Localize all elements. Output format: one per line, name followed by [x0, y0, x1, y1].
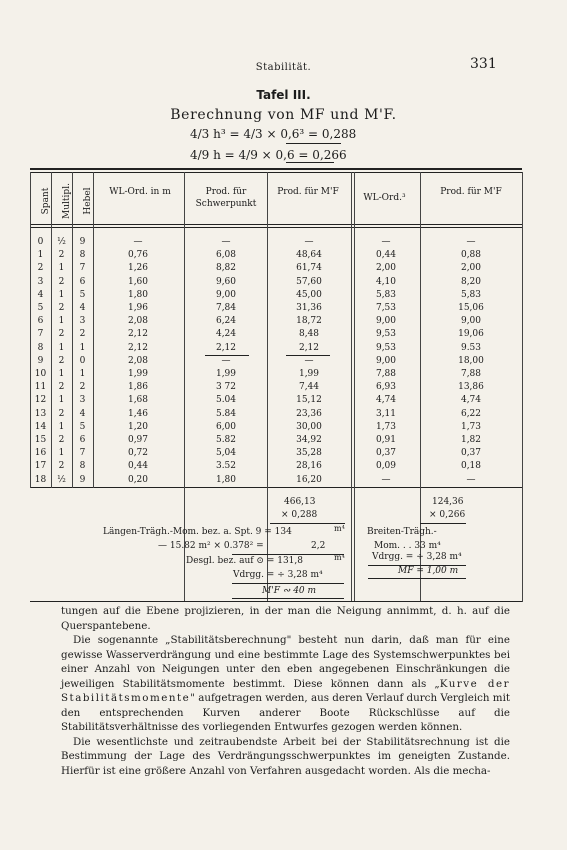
table-cell: 2,12 — [298, 342, 320, 353]
table-cell: 7,88 — [375, 369, 397, 379]
summary-left-line1-unit: m⁴ — [334, 524, 345, 533]
table-cell: 9,00 — [460, 316, 482, 327]
table-cell: 1,99 — [215, 369, 237, 379]
running-title: Stabilität. — [255, 62, 312, 73]
table-cell: 5 — [79, 421, 86, 432]
table-cell: 1 — [58, 263, 65, 274]
table-cell: 5,83 — [375, 289, 397, 300]
table-cell: 9,00 — [375, 355, 397, 366]
col-head-wl-ord: WL-Ord. in m — [109, 187, 171, 197]
table-cell: 6,93 — [375, 382, 397, 393]
body-text — [61, 604, 510, 778]
table-cell: 3 — [37, 276, 44, 287]
table-cell: 4 — [37, 289, 44, 300]
table-cell: 2 — [58, 303, 65, 313]
table-cell: 61,74 — [296, 263, 322, 274]
col-head-prod-mf-right: Prod. für M'F — [440, 187, 502, 197]
table-cell: 2 — [58, 461, 65, 472]
table-cell: 2,12 — [127, 342, 149, 353]
table-cell: 16,20 — [296, 474, 322, 485]
table-cell: 8,48 — [298, 329, 320, 340]
formula-underline — [286, 143, 341, 144]
summary-right-result: MF = 1,00 m — [398, 566, 459, 576]
table-cell: 1 — [58, 395, 65, 406]
table-cell: 8,82 — [215, 263, 237, 274]
table-cell: 35,28 — [296, 448, 322, 459]
table-cell: 2 — [58, 408, 65, 419]
table-cell: 1,99 — [127, 369, 149, 379]
table-cell: 5.82 — [215, 435, 237, 445]
table-cell: 1,96 — [127, 303, 149, 313]
table-cell: — — [381, 237, 391, 247]
table-cell: — — [221, 355, 231, 366]
table-cell: 5 — [37, 303, 44, 313]
table-cell: 1,73 — [375, 421, 397, 432]
table-cell: 10 — [34, 369, 47, 379]
table-cell: 4 — [79, 303, 86, 313]
summary-left-line1: Längen-Trägh.-Mom. bez. a. Spt. 9 = 134 — [103, 527, 292, 537]
table-cell: — — [304, 355, 314, 366]
table-cell: ½ — [57, 474, 66, 485]
col-head-spant: Spant — [41, 187, 51, 215]
table-cell: 0,37 — [460, 448, 482, 459]
table-cell: 3 — [79, 395, 86, 406]
table-bottom-rule — [30, 601, 522, 602]
table-cell: 8 — [79, 250, 86, 261]
table-cell: 18,72 — [296, 316, 322, 327]
table-cell: 9 — [37, 355, 44, 366]
table-cell: 7,84 — [215, 303, 237, 313]
paragraph-2-emph: Kurve der Stabilitätsmomente — [61, 677, 510, 704]
table-cell: 14 — [34, 421, 47, 432]
table-cell: 9,00 — [375, 316, 397, 327]
summary-left-rule2 — [232, 554, 344, 555]
table-cell: 15,06 — [458, 303, 484, 313]
table-cell: 2 — [58, 435, 65, 445]
table-cell: 2,12 — [127, 329, 149, 340]
table-cell: 1 — [58, 448, 65, 459]
table-col-divider — [522, 172, 523, 602]
table-cell: 2 — [79, 382, 86, 393]
table-cell: 0,44 — [375, 250, 397, 261]
table-cell: 1,82 — [460, 435, 482, 445]
col-head-prod-mf-left: Prod. für M'F — [277, 187, 339, 197]
table-cell: 0,91 — [375, 435, 397, 445]
summary-right-line3: Vdrgg. = ÷ 3,28 m⁴ — [372, 552, 462, 562]
table-cell: 23,36 — [296, 408, 322, 419]
col-head-hebel: Hebel — [83, 187, 93, 215]
summary-left-line2-val: 2,2 — [311, 541, 326, 551]
table-cell: 0,97 — [127, 435, 149, 445]
table-col-divider — [351, 172, 352, 602]
table-col-divider — [93, 172, 94, 488]
sum-right-rule — [420, 523, 466, 524]
table-cell: 4,10 — [375, 276, 397, 287]
table-cell: 0,44 — [127, 461, 149, 472]
table-cell: 17 — [34, 461, 47, 472]
table-cell: — — [304, 237, 314, 247]
table-cell: 5.84 — [215, 408, 237, 419]
table-cell: 1,26 — [127, 263, 149, 274]
table-cell: 1,86 — [127, 382, 149, 393]
col-head-multipl: Multipl. — [62, 183, 72, 219]
table-cell: 1 — [79, 342, 86, 353]
table-cell: 57,60 — [296, 276, 322, 287]
table-title: Tafel III. — [256, 88, 311, 102]
table-top-rule — [30, 168, 522, 170]
table-cell: 2 — [58, 329, 65, 340]
table-cell: 7 — [79, 263, 86, 274]
table-cell: 2,00 — [460, 263, 482, 274]
table-cell: 30,00 — [296, 421, 322, 432]
table-cell: 1 — [58, 289, 65, 300]
summary-right-line1: Breiten-Trägh.- — [367, 527, 437, 537]
table-cell: 2 — [37, 263, 44, 274]
formula-underline-2 — [286, 162, 334, 163]
table-cell: 1 — [79, 369, 86, 379]
table-body-rule — [30, 487, 522, 488]
table-cell: 0,09 — [375, 461, 397, 472]
table-cell: 19,06 — [458, 329, 484, 340]
table-cell: 9 — [79, 474, 86, 485]
table-top-rule-2 — [30, 172, 522, 173]
table-cell: 4 — [79, 408, 86, 419]
paragraph-2 — [61, 633, 510, 735]
table-cell: 9 — [79, 237, 86, 247]
table-cell: 6,24 — [215, 316, 237, 327]
table-col-divider — [184, 172, 185, 602]
table-cell: 5 — [79, 289, 86, 300]
summary-left-rule3 — [232, 583, 344, 584]
table-cell: 1 — [58, 342, 65, 353]
table-cell: 34,92 — [296, 435, 322, 445]
table-cell: 7 — [37, 329, 44, 340]
partial-sum-rule — [205, 355, 249, 356]
table-cell: 1 — [58, 421, 65, 432]
table-cell: 5,83 — [460, 289, 482, 300]
table-cell: 4,74 — [375, 395, 397, 406]
table-cell: 3 — [79, 316, 86, 327]
table-cell: ½ — [57, 237, 66, 247]
table-cell: 6 — [79, 276, 86, 287]
table-subtitle: Berechnung von MF und M'F. — [170, 107, 397, 123]
table-cell: 7,44 — [298, 382, 320, 393]
table-cell: 0,76 — [127, 250, 149, 261]
table-cell: 9,60 — [215, 276, 237, 287]
table-cell: 13,86 — [458, 382, 484, 393]
summary-left-line2: — 15.82 m² × 0.378² = — [158, 541, 264, 551]
table-cell: 13 — [34, 408, 47, 419]
table-cell: 2 — [58, 382, 65, 393]
table-cell: 7,53 — [375, 303, 397, 313]
table-cell: 0,37 — [375, 448, 397, 459]
table-cell: 6,08 — [215, 250, 237, 261]
table-cell: 5,04 — [215, 448, 237, 459]
table-cell: 0,20 — [127, 474, 149, 485]
table-cell: 45,00 — [296, 289, 322, 300]
table-cell: 2,08 — [127, 355, 149, 366]
col-head-wl-ord-cubed: WL-Ord.³ — [363, 193, 406, 203]
summary-right-rule3 — [368, 578, 466, 579]
table-cell: 1,80 — [215, 474, 237, 485]
table-cell: — — [466, 474, 476, 485]
table-cell: 9,53 — [375, 342, 397, 353]
table-cell: 18,00 — [458, 355, 484, 366]
sum-right: 124,36 — [432, 497, 464, 507]
table-cell: — — [381, 474, 391, 485]
table-cell: 0,18 — [460, 461, 482, 472]
table-cell: 28,16 — [296, 461, 322, 472]
table-cell: 8 — [79, 461, 86, 472]
table-cell: 6,00 — [215, 421, 237, 432]
table-head-rule — [30, 224, 522, 225]
formula-two: 4/9 h = 4/9 × 0,6 = 0,266 — [190, 148, 347, 162]
table-cell: 3.52 — [215, 461, 237, 472]
table-cell: 9.53 — [460, 342, 482, 353]
table-cell: 1,73 — [460, 421, 482, 432]
table-cell: 6,22 — [460, 408, 482, 419]
table-cell: 1 — [58, 369, 65, 379]
table-cell: 2 — [58, 250, 65, 261]
summary-right-line2: Mom. . . 33 m⁴ — [374, 541, 441, 551]
paragraph-1: tungen auf die Ebene projizieren, in der man die Neigung annimmt, d. h. auf die Querspantebene. — [61, 605, 510, 632]
table-cell: 12 — [34, 395, 47, 406]
summary-left-rule4 — [232, 598, 344, 599]
sum-left: 466,13 — [284, 497, 316, 507]
table-cell: 2,00 — [375, 263, 397, 274]
table-cell: 2 — [58, 276, 65, 287]
table-cell: 3 72 — [215, 382, 237, 393]
table-cell: 5.04 — [215, 395, 237, 406]
table-cell: 9,00 — [215, 289, 237, 300]
table-cell: 1,60 — [127, 276, 149, 287]
table-cell: 11 — [34, 382, 47, 393]
table-cell: 1 — [58, 316, 65, 327]
table-cell: 3,11 — [375, 408, 397, 419]
table-cell: 0 — [79, 355, 86, 366]
table-cell: 2 — [79, 329, 86, 340]
table-cell: 16 — [34, 448, 47, 459]
table-cell: — — [466, 237, 476, 247]
table-cell: 1,20 — [127, 421, 149, 432]
summary-left-line3-unit: m⁴ — [334, 553, 345, 562]
table-cell: 1,80 — [127, 289, 149, 300]
table-cell: 0,72 — [127, 448, 149, 459]
table-cell: 9,53 — [375, 329, 397, 340]
table-cell: 2,08 — [127, 316, 149, 327]
table-cell: 4,24 — [215, 329, 237, 340]
table-head-rule-2 — [30, 227, 522, 228]
formula-one: 4/3 h³ = 4/3 × 0,6³ = 0,288 — [190, 127, 357, 141]
summary-left-result: M'F ∾ 40 m — [262, 586, 317, 596]
table-cell: 15,12 — [296, 395, 322, 406]
table-cell: 48,64 — [296, 250, 322, 261]
table-cell: 31,36 — [296, 303, 322, 313]
table-cell: 2 — [58, 355, 65, 366]
table-cell: 8 — [37, 342, 44, 353]
paragraph-3: Die wesentlichste und zeitraubendste Arbeit bei der Stabilitätsrechnung ist die Bestimmung der Lage des Verdrängungsschwerpunktes im geneigten Zustande. Hierfür ist eine größere Anzahl von Verfahren ausgedacht worden. Als die mecha- — [61, 735, 510, 777]
partial-sum-rule — [286, 355, 330, 356]
table-cell: 2,12 — [215, 342, 237, 353]
table-cell: 1,99 — [298, 369, 320, 379]
table-cell: 6 — [79, 435, 86, 445]
table-cell: 7,88 — [460, 369, 482, 379]
paragraph-2a: Die sogenannte „Stabilitätsberechnung" besteht nun darin, daß man für eine gewisse Wasserverdrängung und eine bestimmte Lage des Systemschwerpunktes bei einer Anzahl von Neigungen unter den eben angegebenen Einschränkungen die jeweiligen Stabilitätsmomente bestimmt. Diese können dann als „ — [61, 634, 510, 690]
table-cell: 4,74 — [460, 395, 482, 406]
factor-left: × 0,288 — [281, 510, 318, 520]
table-cell: 7 — [79, 448, 86, 459]
table-cell: 15 — [34, 435, 47, 445]
factor-right: × 0,266 — [429, 510, 466, 520]
table-cell: 1,46 — [127, 408, 149, 419]
page-number: 331 — [470, 56, 497, 72]
table-cell: 0 — [37, 237, 44, 247]
paragraph-2c: " aufgetragen werden, aus deren Verlauf durch Vergleich mit den entsprechenden Kurven anderer Boote Rückschlüsse auf die Stabilitätsverhältnisse des vorliegenden Entwurfes gezogen werden können. — [61, 692, 510, 733]
table-cell: 8,20 — [460, 276, 482, 287]
table-cell: 0,88 — [460, 250, 482, 261]
table-cell: 18 — [34, 474, 47, 485]
table-cell: 6 — [37, 316, 44, 327]
table-cell: 1,68 — [127, 395, 149, 406]
summary-left-line3: Desgl. bez. auf ⊙ = 131,8 — [186, 556, 303, 566]
col-head-prod-schwerpunkt: Prod. für Schwerpunkt — [195, 187, 257, 209]
table-cell: 1 — [37, 250, 44, 261]
summary-left-line4: Vdrgg. = ÷ 3,28 m⁴ — [233, 570, 323, 580]
table-cell: — — [133, 237, 143, 247]
table-cell: — — [221, 237, 231, 247]
